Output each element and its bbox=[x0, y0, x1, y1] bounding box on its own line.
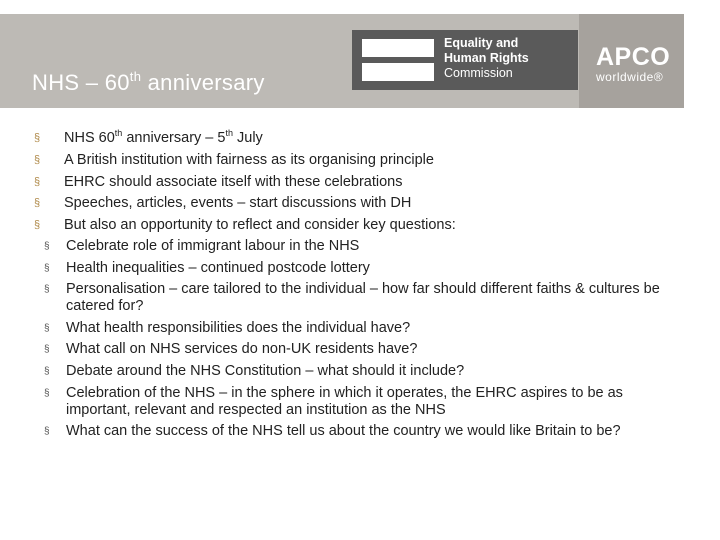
square-bullet-icon: § bbox=[44, 240, 50, 252]
sub-bullet-item: § Celebration of the NHS – in the sphere in which it operates, the EHRC aspires to be as important, relevant and respected an institution as the NHS bbox=[44, 384, 623, 418]
square-bullet-icon: § bbox=[34, 153, 41, 166]
square-bullet-icon: § bbox=[44, 322, 50, 334]
ehrc-logo bbox=[352, 30, 578, 90]
sub-bullet-item: § Health inequalities – continued postcode lottery bbox=[44, 259, 370, 276]
ehrc-logo-text bbox=[444, 36, 529, 81]
slide-body bbox=[34, 128, 674, 445]
square-bullet-icon: § bbox=[44, 387, 50, 399]
ehrc-logo-bar-icon bbox=[362, 39, 434, 57]
bullet-item: § NHS 60th anniversary – 5th July bbox=[34, 128, 674, 150]
ehrc-logo-bar-icon bbox=[362, 63, 434, 81]
bullet-item: § EHRC should associate itself with these celebrations bbox=[34, 172, 674, 194]
square-bullet-icon: § bbox=[34, 132, 41, 144]
apco-logo bbox=[596, 44, 676, 84]
bullet-item: § But also an opportunity to reflect and consider key questions: § Celebrate role of immigrant labour in the NHS § Health inequalities – continued postcode lottery § Personalisation – care tailored to the individual – how far should different faiths & cultures be catered for? § What health responsibilities does the individual have? § What call on NHS services do non-UK residents have? § Debate around the NHS Constitution – what should it include? § Celebration of the NHS – in the sphere in which it operates, the EHRC aspires to be as important, relevant and respected an institution as the NHS § What can the success of the NHS tell us about the country we would like Britain to be? bbox=[34, 215, 674, 440]
square-bullet-icon: § bbox=[44, 365, 50, 377]
square-bullet-icon: § bbox=[34, 219, 41, 232]
sub-bullet-item: § What health responsibilities does the individual have? bbox=[44, 319, 411, 336]
square-bullet-icon: § bbox=[34, 197, 41, 210]
sub-bullet-item: § Debate around the NHS Constitution – what should it include? bbox=[44, 362, 465, 379]
square-bullet-icon: § bbox=[44, 426, 50, 438]
square-bullet-icon: § bbox=[34, 175, 41, 188]
ehrc-logo-line: Human Rights bbox=[444, 51, 529, 65]
slide-title: NHS – 60th anniversary bbox=[32, 69, 265, 95]
ehrc-logo-line: Equality and bbox=[444, 36, 519, 50]
sub-bullet-item: § Personalisation – care tailored to the individual – how far should different faiths & cultures be catered for? bbox=[44, 281, 660, 315]
bullet-list bbox=[34, 128, 674, 440]
sub-bullet-item: § Celebrate role of immigrant labour in the NHS bbox=[44, 237, 360, 254]
square-bullet-icon: § bbox=[44, 284, 50, 296]
sub-bullet-item: § What call on NHS services do non-UK residents have? bbox=[44, 341, 418, 358]
bullet-item: § Speeches, articles, events – start discussions with DH bbox=[34, 193, 674, 215]
sub-bullet-item: § What can the success of the NHS tell us about the country we would like Britain to be? bbox=[44, 423, 621, 440]
apco-logo-sub: worldwide® bbox=[596, 70, 664, 84]
square-bullet-icon: § bbox=[44, 344, 50, 356]
apco-logo-name: APCO bbox=[596, 43, 671, 71]
square-bullet-icon: § bbox=[44, 262, 50, 274]
bullet-item: § A British institution with fairness as its organising principle bbox=[34, 150, 674, 172]
sub-bullet-list bbox=[34, 238, 674, 440]
ehrc-logo-line: Commission bbox=[444, 66, 513, 80]
